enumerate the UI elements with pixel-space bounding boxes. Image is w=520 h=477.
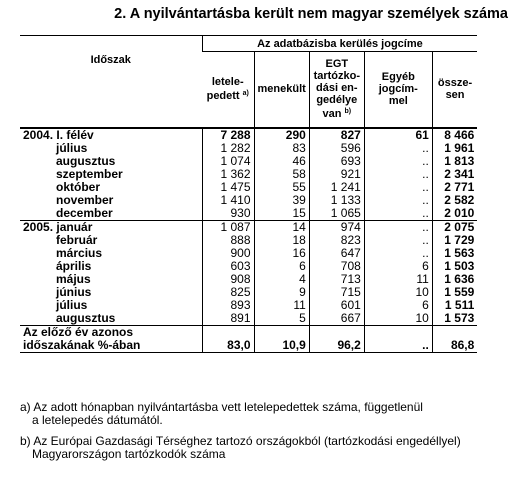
row-cell: 11	[254, 299, 309, 312]
header-letelepedett: letele- pedett $^{a)}$	[202, 52, 254, 128]
row-cell: 1 961	[432, 142, 477, 155]
pct-cell: 96,2	[309, 339, 364, 353]
row-cell: 6	[364, 260, 432, 273]
row-cell: 708	[309, 260, 364, 273]
row-cell: 6	[364, 299, 432, 312]
footnote-a-line2: a letelepedés dátumától.	[32, 413, 163, 427]
row-cell: 61	[364, 128, 432, 142]
row-cell: 10	[364, 286, 432, 299]
row-cell: 930	[202, 207, 254, 221]
row-label: november	[56, 192, 114, 207]
row-cell: 1 087	[202, 220, 254, 234]
row-cell: ..	[364, 207, 432, 221]
row-cell: 1 241	[309, 181, 364, 194]
row-cell: 1 511	[432, 299, 477, 312]
table-row	[20, 260, 477, 273]
row-cell: 10	[364, 312, 432, 326]
row-cell: ..	[364, 220, 432, 234]
row-cell: 601	[309, 299, 364, 312]
row-label: május	[56, 271, 91, 286]
row-cell: 1 410	[202, 194, 254, 207]
row-cell: 1 065	[309, 207, 364, 221]
table-row	[20, 181, 477, 194]
row-cell: 823	[309, 234, 364, 247]
row-cell: 18	[254, 234, 309, 247]
row-label: február	[56, 232, 98, 247]
pct-cell: 83,0	[202, 339, 254, 353]
table-row	[20, 168, 477, 181]
row-label: december	[56, 205, 113, 220]
row-label: 2004. I. félév	[20, 128, 202, 142]
row-label: július	[56, 140, 88, 155]
table-title: 2. A nyilvántartásba került nem magyar személyek száma	[114, 6, 508, 22]
pct-row-label	[20, 325, 477, 339]
footnote-b-line1: b) Az Európai Gazdasági Térséghez tartozó országokból (tartózkodási engedéllyel)	[20, 434, 461, 448]
pct-cell: ..	[364, 339, 432, 353]
table-row	[20, 128, 477, 142]
row-cell: 4	[254, 273, 309, 286]
row-cell: 1 503	[432, 260, 477, 273]
row-cell: 715	[309, 286, 364, 299]
row-cell: 2 582	[432, 194, 477, 207]
row-label: augusztus	[56, 153, 116, 168]
row-cell: 7 288	[202, 128, 254, 142]
pct-row	[20, 339, 477, 353]
row-cell: 2 010	[432, 207, 477, 221]
row-label: augusztus	[56, 310, 116, 325]
row-cell: ..	[364, 234, 432, 247]
row-label: július	[56, 297, 88, 312]
row-cell: 15	[254, 207, 309, 221]
row-cell: 39	[254, 194, 309, 207]
row-cell: 83	[254, 142, 309, 155]
row-cell: 693	[309, 155, 364, 168]
table-row	[20, 247, 477, 260]
row-cell: 290	[254, 128, 309, 142]
row-cell: 1 573	[432, 312, 477, 326]
data-table	[20, 35, 477, 353]
row-cell: 46	[254, 155, 309, 168]
table-row	[20, 220, 477, 234]
row-cell: 1 282	[202, 142, 254, 155]
row-cell: 11	[364, 273, 432, 286]
row-cell: ..	[364, 155, 432, 168]
row-cell: ..	[364, 181, 432, 194]
table-row	[20, 286, 477, 299]
row-cell: 6	[254, 260, 309, 273]
pct-label-1: Az előző év azonos	[20, 325, 202, 339]
footnote-b-line2: Magyarországon tartózkodók száma	[32, 447, 226, 461]
footnote-b	[20, 435, 461, 461]
row-cell: 893	[202, 299, 254, 312]
row-cell: ..	[364, 168, 432, 181]
row-cell: 1 729	[432, 234, 477, 247]
header-menekult: menekült	[254, 52, 309, 128]
header-osszesen: össze- sen	[432, 52, 477, 128]
table-row	[20, 207, 477, 221]
header-group: Az adatbázisba kerülés jogcíme	[202, 36, 477, 52]
row-cell: 891	[202, 312, 254, 326]
table-row	[20, 155, 477, 168]
pct-cell: 10,9	[254, 339, 309, 353]
row-cell: 921	[309, 168, 364, 181]
row-cell: ..	[364, 247, 432, 260]
footnote-a	[20, 401, 423, 427]
row-cell: 596	[309, 142, 364, 155]
table-row	[20, 142, 477, 155]
row-cell: 2 771	[432, 181, 477, 194]
row-cell: 2 341	[432, 168, 477, 181]
row-cell: ..	[364, 194, 432, 207]
table-row	[20, 234, 477, 247]
table-row	[20, 299, 477, 312]
row-cell: 5	[254, 312, 309, 326]
table-row	[20, 194, 477, 207]
row-cell: 1 636	[432, 273, 477, 286]
row-cell: 1 362	[202, 168, 254, 181]
row-cell: 888	[202, 234, 254, 247]
pct-label-2: időszakának %-ában	[20, 339, 202, 353]
row-cell: 55	[254, 181, 309, 194]
row-cell: 974	[309, 220, 364, 234]
footnote-a-line1: a) Az adott hónapban nyilvántartásba vett letelepedettek száma, függetlenül	[20, 400, 423, 414]
row-label: október	[56, 179, 101, 194]
row-cell: 1 563	[432, 247, 477, 260]
row-cell: 2 075	[432, 220, 477, 234]
table-row	[20, 312, 477, 326]
row-cell: 827	[309, 128, 364, 142]
header-egyeb: Egyéb jogcím- mel	[364, 52, 432, 128]
row-cell: 908	[202, 273, 254, 286]
row-cell: 58	[254, 168, 309, 181]
row-cell: 825	[202, 286, 254, 299]
row-cell: 603	[202, 260, 254, 273]
row-cell: 900	[202, 247, 254, 260]
row-label: 2005. január	[20, 220, 202, 234]
table-row	[20, 273, 477, 286]
row-cell: 1 813	[432, 155, 477, 168]
row-cell: 1 559	[432, 286, 477, 299]
row-cell: 1 074	[202, 155, 254, 168]
row-cell: 1 133	[309, 194, 364, 207]
row-cell: 1 475	[202, 181, 254, 194]
row-cell: 16	[254, 247, 309, 260]
pct-cell: 86,8	[432, 339, 477, 353]
row-label: június	[56, 284, 92, 299]
row-label: április	[56, 258, 92, 273]
header-egt: EGT tartózko- dási en- gedélye van $^{b)}$	[309, 52, 364, 128]
row-cell: 667	[309, 312, 364, 326]
row-cell: 14	[254, 220, 309, 234]
row-cell: 8 466	[432, 128, 477, 142]
row-cell: ..	[364, 142, 432, 155]
row-cell: 9	[254, 286, 309, 299]
header-idoszak: Időszak	[20, 36, 202, 128]
row-cell: 647	[309, 247, 364, 260]
row-label: szeptember	[56, 166, 123, 181]
row-label: március	[56, 245, 103, 260]
row-cell: 713	[309, 273, 364, 286]
